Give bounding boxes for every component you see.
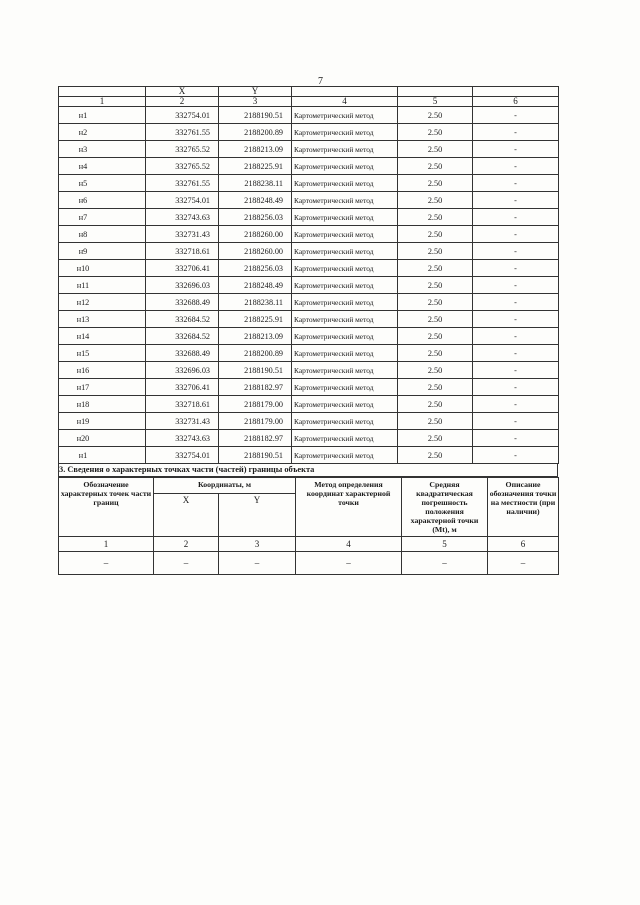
column-number: 1 — [59, 537, 154, 552]
accuracy-cell: 2.50 — [398, 243, 473, 260]
axis-label-y: Y — [219, 87, 292, 97]
description-cell: - — [473, 413, 559, 430]
accuracy-cell: 2.50 — [398, 328, 473, 345]
description-cell: - — [473, 107, 559, 124]
table-row — [59, 277, 559, 294]
accuracy-cell: 2.50 — [398, 379, 473, 396]
method-header: Метод определения координат характерной точки — [296, 478, 402, 537]
accuracy-cell: 2.50 — [398, 209, 473, 226]
description-cell: - — [473, 209, 559, 226]
accuracy-cell: 2.50 — [398, 175, 473, 192]
point-id-cell: н13 — [59, 311, 146, 328]
accuracy-cell: 2.50 — [398, 345, 473, 362]
table-row — [59, 209, 559, 226]
header-row — [59, 478, 559, 494]
description-cell: - — [473, 447, 559, 464]
table-row — [59, 328, 559, 345]
x-coordinate-cell: 332688.49 — [146, 294, 219, 311]
method-cell: Картометрический метод — [292, 294, 398, 311]
method-cell: Картометрический метод — [292, 413, 398, 430]
column-number: 5 — [402, 537, 488, 552]
accuracy-cell: 2.50 — [398, 362, 473, 379]
method-cell: Картометрический метод — [292, 107, 398, 124]
point-id-cell: н4 — [59, 158, 146, 175]
x-coordinate-cell: 332761.55 — [146, 175, 219, 192]
method-cell: Картометрический метод — [292, 362, 398, 379]
point-id-cell: н10 — [59, 260, 146, 277]
point-id-cell: н2 — [59, 124, 146, 141]
y-coordinate-cell: 2188213.09 — [219, 328, 292, 345]
table-cell: – — [59, 552, 154, 575]
column-number-row — [59, 97, 559, 107]
x-coordinate-cell: 332765.52 — [146, 158, 219, 175]
description-cell: - — [473, 345, 559, 362]
y-coordinate-cell: 2188248.49 — [219, 277, 292, 294]
method-cell: Картометрический метод — [292, 209, 398, 226]
column-number: 5 — [398, 97, 473, 107]
table-row — [59, 124, 559, 141]
description-cell: - — [473, 260, 559, 277]
y-coordinate-cell: 2188179.00 — [219, 413, 292, 430]
x-coordinate-cell: 332761.55 — [146, 124, 219, 141]
table-cell: – — [296, 552, 402, 575]
y-coordinate-cell: 2188213.09 — [219, 141, 292, 158]
method-cell: Картометрический метод — [292, 158, 398, 175]
y-coordinate-cell: 2188260.00 — [219, 226, 292, 243]
y-coordinate-cell: 2188182.97 — [219, 430, 292, 447]
table-row — [59, 311, 559, 328]
accuracy-cell: 2.50 — [398, 430, 473, 447]
y-coordinate-cell: 2188248.49 — [219, 192, 292, 209]
column-number: 4 — [292, 97, 398, 107]
table-row — [59, 192, 559, 209]
accuracy-cell: 2.50 — [398, 294, 473, 311]
method-cell: Картометрический метод — [292, 243, 398, 260]
method-cell: Картометрический метод — [292, 226, 398, 243]
table-row — [59, 107, 559, 124]
column-number: 4 — [296, 537, 402, 552]
column-number: 6 — [473, 97, 559, 107]
section-3-title: 3. Сведения о характерных точках части (частей) границы объекта — [58, 464, 558, 477]
description-cell: - — [473, 362, 559, 379]
table-row — [59, 430, 559, 447]
accuracy-cell: 2.50 — [398, 226, 473, 243]
column-number: 2 — [146, 97, 219, 107]
axis-label — [292, 87, 398, 97]
description-cell: - — [473, 141, 559, 158]
method-cell: Картометрический метод — [292, 192, 398, 209]
method-cell: Картометрический метод — [292, 345, 398, 362]
y-coordinate-cell: 2188238.11 — [219, 175, 292, 192]
x-coordinate-cell: 332743.63 — [146, 209, 219, 226]
method-cell: Картометрический метод — [292, 124, 398, 141]
point-id-cell: н19 — [59, 413, 146, 430]
y-coordinate-cell: 2188225.91 — [219, 311, 292, 328]
x-coordinate-cell: 332684.52 — [146, 328, 219, 345]
accuracy-cell: 2.50 — [398, 413, 473, 430]
table-cell: – — [219, 552, 296, 575]
point-id-cell: н15 — [59, 345, 146, 362]
point-id-cell: н3 — [59, 141, 146, 158]
boundary-points-body — [59, 107, 559, 464]
coordinates-header: Координаты, м — [154, 478, 296, 494]
x-coordinate-cell: 332688.49 — [146, 345, 219, 362]
description-cell: - — [473, 175, 559, 192]
y-coordinate-cell: 2188200.89 — [219, 345, 292, 362]
table-cell: – — [154, 552, 219, 575]
x-coordinate-cell: 332706.41 — [146, 260, 219, 277]
table-row — [59, 294, 559, 311]
table-row — [59, 141, 559, 158]
x-coordinate-cell: 332731.43 — [146, 226, 219, 243]
column-number: 2 — [154, 537, 219, 552]
accuracy-cell: 2.50 — [398, 396, 473, 413]
y-coordinate-cell: 2188225.91 — [219, 158, 292, 175]
y-coordinate-cell: 2188179.00 — [219, 396, 292, 413]
method-cell: Картометрический метод — [292, 430, 398, 447]
point-id-cell: н14 — [59, 328, 146, 345]
point-id-cell: н8 — [59, 226, 146, 243]
x-coordinate-cell: 332684.52 — [146, 311, 219, 328]
method-cell: Картометрический метод — [292, 447, 398, 464]
accuracy-cell: 2.50 — [398, 277, 473, 294]
point-id-cell: н6 — [59, 192, 146, 209]
x-header: X — [154, 494, 219, 537]
description-cell: - — [473, 124, 559, 141]
x-coordinate-cell: 332743.63 — [146, 430, 219, 447]
point-id-cell: н20 — [59, 430, 146, 447]
y-coordinate-cell: 2188190.51 — [219, 447, 292, 464]
page-number: 7 — [318, 76, 323, 87]
point-id-cell: н5 — [59, 175, 146, 192]
boundary-points-table — [58, 86, 559, 464]
point-id-cell: н11 — [59, 277, 146, 294]
designation-header: Обозначение характерных точек части границ — [59, 478, 154, 537]
x-coordinate-cell: 332706.41 — [146, 379, 219, 396]
y-header: Y — [219, 494, 296, 537]
table-cell: – — [402, 552, 488, 575]
point-id-cell: н18 — [59, 396, 146, 413]
description-cell: - — [473, 311, 559, 328]
x-coordinate-cell: 332718.61 — [146, 243, 219, 260]
table-row — [59, 226, 559, 243]
x-coordinate-cell: 332765.52 — [146, 141, 219, 158]
y-coordinate-cell: 2188256.03 — [219, 209, 292, 226]
y-coordinate-cell: 2188256.03 — [219, 260, 292, 277]
description-cell: - — [473, 430, 559, 447]
y-coordinate-cell: 2188190.51 — [219, 107, 292, 124]
accuracy-cell: 2.50 — [398, 107, 473, 124]
accuracy-header: Средняя квадратическая погрешность положения характерной точки (Mt), м — [402, 478, 488, 537]
accuracy-cell: 2.50 — [398, 124, 473, 141]
point-id-cell: н1 — [59, 447, 146, 464]
description-header: Описание обозначения точки на местности (при наличии) — [488, 478, 559, 537]
table-row — [59, 447, 559, 464]
table-row — [59, 396, 559, 413]
description-cell: - — [473, 396, 559, 413]
accuracy-cell: 2.50 — [398, 141, 473, 158]
axis-label — [59, 87, 146, 97]
part-boundary-points-table — [58, 477, 559, 575]
description-cell: - — [473, 226, 559, 243]
y-coordinate-cell: 2188200.89 — [219, 124, 292, 141]
point-id-cell: н16 — [59, 362, 146, 379]
point-id-cell: н1 — [59, 107, 146, 124]
table-row — [59, 379, 559, 396]
method-cell: Картометрический метод — [292, 396, 398, 413]
axis-label-row — [59, 87, 559, 97]
axis-label-x: X — [146, 87, 219, 97]
y-coordinate-cell: 2188190.51 — [219, 362, 292, 379]
description-cell: - — [473, 158, 559, 175]
method-cell: Картометрический метод — [292, 311, 398, 328]
description-cell: - — [473, 277, 559, 294]
y-coordinate-cell: 2188260.00 — [219, 243, 292, 260]
empty-data-row — [59, 552, 559, 575]
description-cell: - — [473, 294, 559, 311]
table-row — [59, 362, 559, 379]
x-coordinate-cell: 332754.01 — [146, 447, 219, 464]
description-cell: - — [473, 328, 559, 345]
column-number: 3 — [219, 97, 292, 107]
table-row — [59, 158, 559, 175]
accuracy-cell: 2.50 — [398, 311, 473, 328]
table-cell: – — [488, 552, 559, 575]
method-cell: Картометрический метод — [292, 141, 398, 158]
y-coordinate-cell: 2188238.11 — [219, 294, 292, 311]
column-number: 3 — [219, 537, 296, 552]
method-cell: Картометрический метод — [292, 379, 398, 396]
description-cell: - — [473, 243, 559, 260]
description-cell: - — [473, 192, 559, 209]
accuracy-cell: 2.50 — [398, 447, 473, 464]
method-cell: Картометрический метод — [292, 260, 398, 277]
x-coordinate-cell: 332754.01 — [146, 192, 219, 209]
point-id-cell: н17 — [59, 379, 146, 396]
point-id-cell: н12 — [59, 294, 146, 311]
column-number: 6 — [488, 537, 559, 552]
method-cell: Картометрический метод — [292, 277, 398, 294]
accuracy-cell: 2.50 — [398, 192, 473, 209]
column-number: 1 — [59, 97, 146, 107]
document-tables — [58, 86, 558, 575]
table-row — [59, 413, 559, 430]
description-cell: - — [473, 379, 559, 396]
y-coordinate-cell: 2188182.97 — [219, 379, 292, 396]
axis-label — [398, 87, 473, 97]
x-coordinate-cell: 332696.03 — [146, 277, 219, 294]
accuracy-cell: 2.50 — [398, 158, 473, 175]
point-id-cell: н7 — [59, 209, 146, 226]
table-row — [59, 175, 559, 192]
table-row — [59, 260, 559, 277]
method-cell: Картометрический метод — [292, 328, 398, 345]
table-row — [59, 243, 559, 260]
column-number-row — [59, 537, 559, 552]
x-coordinate-cell: 332731.43 — [146, 413, 219, 430]
accuracy-cell: 2.50 — [398, 260, 473, 277]
point-id-cell: н9 — [59, 243, 146, 260]
table-row — [59, 345, 559, 362]
x-coordinate-cell: 332718.61 — [146, 396, 219, 413]
x-coordinate-cell: 332696.03 — [146, 362, 219, 379]
axis-label — [473, 87, 559, 97]
x-coordinate-cell: 332754.01 — [146, 107, 219, 124]
method-cell: Картометрический метод — [292, 175, 398, 192]
